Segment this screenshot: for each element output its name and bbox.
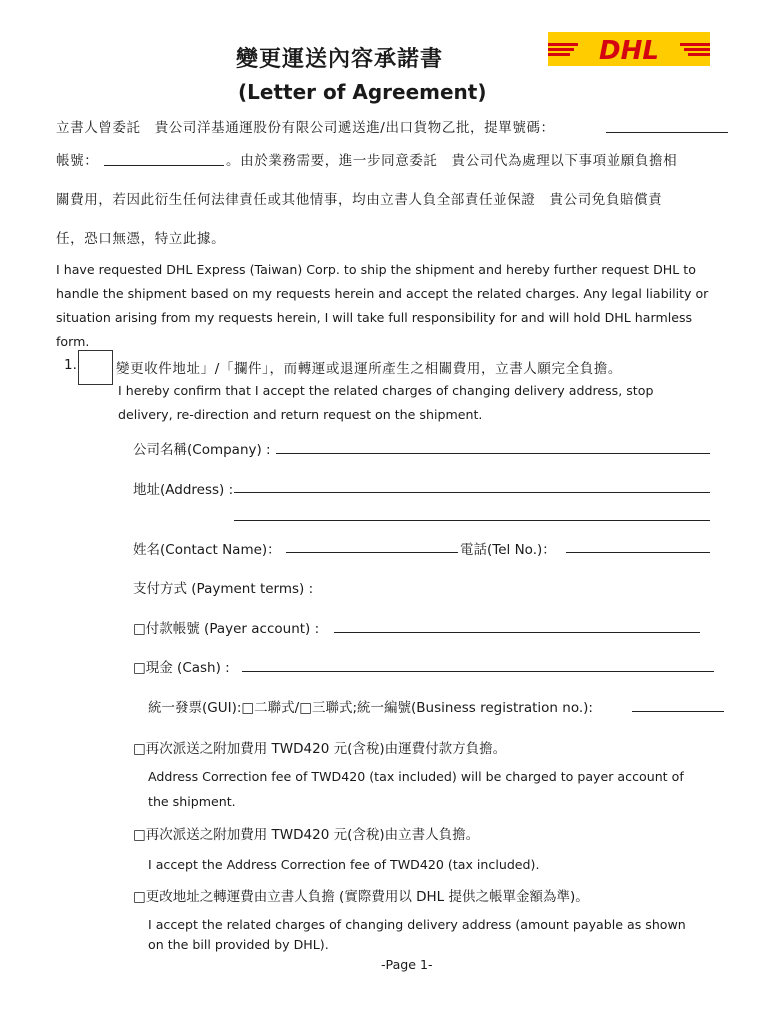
dhl-logo [548,32,710,66]
option1-cn[interactable]: □再次派送之附加費用 TWD420 元(含稅)由運費付款方負擔。 [133,741,507,757]
business-registration-field[interactable] [632,711,724,712]
waybill-number-line[interactable] [606,132,728,133]
intro-cn-line2a: 帳號： [56,153,99,169]
intro-cn-line1: 立書人曾委託 貴公司洋基通運股份有限公司遞送進/出口貨物乙批，提單號碼： [56,120,555,136]
address-field-line2[interactable] [234,520,710,521]
intro-cn-line3: 關費用，若因此衍生任何法律責任或其他情事，均由立書人負全部責任並保證 貴公司免負賠償責 [56,192,663,208]
dhl-logo-graphic [548,32,710,66]
option1-en-line1: Address Correction fee of TWD420 (tax included) will be charged to payer account of [148,769,684,784]
account-number-line[interactable] [104,165,224,166]
cash-option[interactable]: □現金 (Cash) : [133,660,230,676]
dhl-logo-text: DHL [599,36,659,66]
address-label: 地址(Address) : [133,482,234,498]
intro-cn-line4: 任，恐口無憑，特立此據。 [56,231,226,247]
intro-en-line3: situation arising from my requests herein, I will take full responsibility for and will hold DHL harmless [56,310,693,325]
option1-en-line2: the shipment. [148,794,236,809]
tel-label: 電話(Tel No.)： [460,542,556,558]
title-chinese: 變更運送內容承諾書 [236,47,444,72]
item1-number: 1. [64,357,77,373]
item1-en-line2: delivery, re-direction and return request on the shipment. [118,407,483,422]
item1-en-line1: I hereby confirm that I accept the related charges of changing delivery address, stop [118,383,654,398]
address-field-line1[interactable] [234,492,710,493]
payer-account-option[interactable]: □付款帳號 (Payer account) : [133,621,320,637]
option3-en-line1: I accept the related charges of changing delivery address (amount payable as shown [148,917,686,932]
option3-cn[interactable]: □更改地址之轉運費由立書人負擔 (實際費用以 DHL 提供之帳單金額為準)。 [133,889,589,905]
company-label: 公司名稱(Company) : [133,442,271,458]
title-english: (Letter of Agreement) [238,80,487,104]
company-field[interactable] [276,453,710,454]
contact-name-label: 姓名(Contact Name)： [133,542,281,558]
payer-account-field[interactable] [334,632,700,633]
intro-en-line1: I have requested DHL Express (Taiwan) Corp. to ship the shipment and hereby further request DHL to [56,262,696,277]
gui-label[interactable]: 統一發票(GUI):□二聯式/□三聯式;統一編號(Business registration no.): [148,700,593,716]
option2-en: I accept the Address Correction fee of TWD420 (tax included). [148,857,540,872]
option2-cn[interactable]: □再次派送之附加費用 TWD420 元(含稅)由立書人負擔。 [133,827,480,843]
tel-field[interactable] [566,552,710,553]
intro-cn-line2b: 。由於業務需要，進一步同意委託 貴公司代為處理以下事項並願負擔相 [226,153,678,169]
contact-name-field[interactable] [286,552,458,553]
item1-cn: 變更收件地址」/「攔件」，而轉運或退運所產生之相關費用，立書人願完全負擔。 [116,361,622,377]
item1-checkbox[interactable] [78,350,113,385]
payment-terms-label: 支付方式 (Payment terms) : [133,581,314,597]
cash-field[interactable] [242,671,714,672]
option3-en-line2: on the bill provided by DHL). [148,937,329,952]
intro-en-line4: form. [56,334,90,349]
page-number: -Page 1- [381,957,433,972]
intro-en-line2: handle the shipment based on my requests herein and accept the related charges. Any legal liability or [56,286,709,301]
